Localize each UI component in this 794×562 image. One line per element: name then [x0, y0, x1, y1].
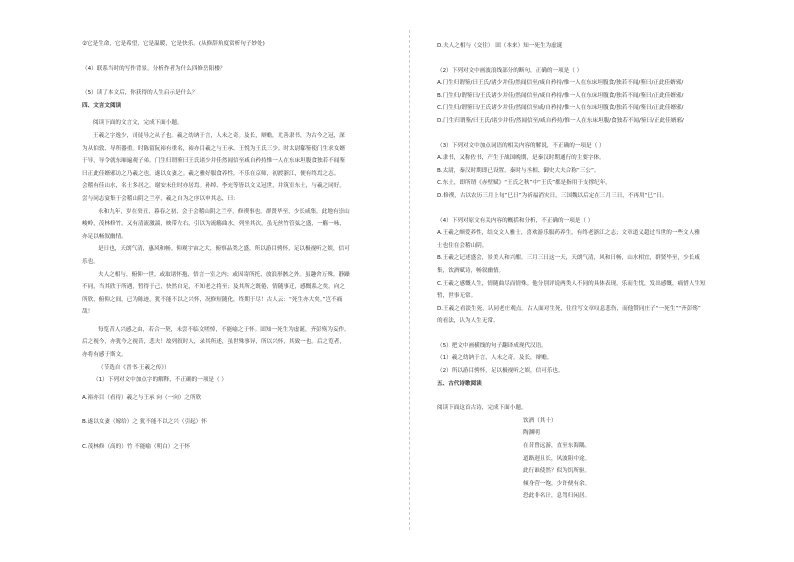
text-line: 哉！	[82, 309, 94, 316]
text-line: D.门生归谓鉴/曰王氏/诸少并佳/然闻信至/咸自矜持/惟一人在东床坦腹/食独若不闻/鉴曰/正此佳婿邪/	[437, 117, 684, 124]
right-column	[437, 40, 755, 503]
text-line: ②它是生命，它是希望，它是温暖，它是快乐。(从修辞角度赏析句子妙处)	[82, 41, 265, 47]
text-line: 集，饮酒赋诗，畅叙幽情。	[437, 267, 505, 274]
text-line: D.王羲之看淡生死，认同老庄观点。古人面对生死，往往写文章叹息悲伤，而他赞同庄子“一死生”“齐彭殇”	[437, 305, 701, 312]
text-line: A.隶书，又称佐书，产生于战国晚期，是秦汉时期通行的主要字体。	[437, 155, 605, 162]
text-line: A.门生归谓鉴/曰王氏/诸少并佳/然闻信至/咸自矜持/惟一人在东床坦腹食/独若不闻/鉴曰/正此佳婿邪/	[437, 80, 684, 87]
text-line: B.门生归/谓鉴曰/王氏诸少并佳/然闻信至/咸自矜持/惟一人在东床坦腹食/独若不闻/鉴曰/正此佳婿邪/	[437, 92, 684, 99]
spacer	[437, 203, 755, 215]
text-line: A.王羲之颇爱养性，结交文人雅士，喜欢游乐服药养生，有终老浙江之志；文章道义超过当世的一些文人雅	[437, 230, 700, 237]
text-line: 乐也。	[82, 258, 99, 265]
text-line: （3）下列对文中加点词语的相关内容的解说，不正确的一项是（ ）	[437, 142, 605, 149]
text-line: 峻岭，茂林修竹，又有清流激湍，映带左右，引以为流觞曲水，列坐其次。虽无丝竹管弦之盛，一觞一咏，	[82, 221, 345, 228]
text-line: 于导，导令就东厢遍观子弟。门生归谓鉴曰王氏诸少并佳然闻信至咸自矜持惟一人在东床坦腹食独若不闻鉴	[82, 158, 345, 165]
poem-line: 在昔曾远游，直至东海隅。	[523, 443, 591, 450]
text-line: （1）羲之幼讷于言，人未之奇。及长，辩赡。	[437, 355, 553, 362]
text-line: 每览昔人兴感之由，若合一契，未尝不临文嗟悼，不能喻之于怀。固知一死生为虚诞，齐彭殇为妄作。	[98, 326, 350, 333]
text-line: 王羲之字逸少，司徒导之从子也。羲之幼讷于言，人未之奇。及长，辩赡，尤善隶书，为古今之冠，深	[93, 132, 345, 139]
text-line: 暂，世事无常。	[437, 293, 477, 300]
text-line: A.裕亦目（看待）羲之与王承 向（一向）之所欣	[82, 394, 202, 401]
text-line: 夫人之相与，俯仰一世。或取诸怀抱，悟言一室之内；或因寄所托，放浪形骸之外。虽趣舍万殊，静躁	[98, 271, 350, 278]
poem-line: 倾身营一饱，少许便有余。	[523, 480, 591, 487]
spacer	[82, 404, 392, 416]
text-line: 阅读下面这首古诗，完成下面小题。	[437, 405, 527, 412]
text-line: （5）把文中画横线的句子翻译成现代汉语。	[437, 342, 547, 349]
text-line: 的看法，认为人生无常。	[437, 318, 499, 325]
text-line: 士也住在会稽山阴。	[437, 242, 488, 249]
text-line: 为从伯敦、导所器重。时陈留阮裕有重名，裕亦目羲之与王承、王悦为王氏三少。时太尉郗鉴使门生求女婿	[82, 145, 345, 152]
text-line: C.茂林修（高的）竹 不能喻（明白）之于怀	[82, 444, 191, 451]
text-line: （节选自《晋书·王羲之传》）	[98, 364, 170, 371]
text-line: 所欣，俯仰之间，已为陈迹，犹不能不以之兴怀，况修短随化，终期于尽！古人云：“死生亦大矣。”岂不痛	[82, 296, 343, 303]
text-line: （2）下列对文中画波浪线部分的断句，正确的一项是（ ）	[437, 67, 583, 74]
text-line: （1）下列对文中加点字的解释，不正确的一项是（ ）	[93, 377, 227, 384]
spacer	[437, 390, 755, 402]
text-line: 后之视今，亦犹今之视昔，悲夫！故列叙时人，录其所述，虽世殊事异，所以兴怀，其致一也。后之览者，	[82, 339, 345, 346]
text-line: B.太尉，秦汉时期即已设置，秦时与丞相、御史大夫合称“三公”。	[437, 167, 600, 174]
text-line: 尝与同志宴集于会稽山阴之兰亭，羲之自为之序以申其志，曰：	[82, 195, 239, 202]
text-line: C.东土，即所谓《赤壁赋》“王氏之秋”中“王氏”都是指用于支撑纪年。	[437, 180, 611, 187]
text-line: （4）下列对原文有关内容的概括和分析，不正确的一项是（ ）	[437, 217, 594, 224]
text-line: 阅读下面的文言文，完成下面小题。	[93, 120, 183, 127]
text-line: 永和九年，岁在癸丑，暮春之初，会于会稽山阴之兰亭，修禊事也。群贤毕至，少长咸集。此地有崇山	[98, 208, 350, 215]
text-line: B.王羲之记述盛会，景美人和兴酣。三月三日这一天，天朗气清，风和日畅，山水相宜，群贤毕至，少长咸	[437, 255, 700, 262]
text-line: D.夫人之相与（交往） 固（本来）知一死生为虚诞	[437, 43, 563, 49]
text-line: B.遂以女妻（嫁给）之 犹不能不以之兴（引起）怀	[82, 419, 207, 426]
left-column	[82, 38, 392, 454]
text-line: 会稽有佳山水，名士多居之，谢安未仕时亦居焉。孙绰、李充等皆以文义冠世，并筑室东土，与羲之同好。	[82, 183, 345, 190]
section-heading: 四、文言文阅读	[82, 102, 122, 109]
text-line: D.修禊，古以农历三月上旬“巳日”为祈福消灾日，三国魏以后定在三月三日，不再用“巳”日。	[437, 192, 668, 199]
text-line: （5）读了本文后，你获得的人生启示是什么？	[82, 90, 198, 97]
column-divider	[409, 30, 411, 530]
text-line: C.门生归/谓鉴曰/王氏诸少并佳/然闻信至咸/自矜持/惟一人在东床坦腹食/独若不闻/鉴曰/正此佳婿邪/	[437, 105, 684, 112]
text-line: （2）所以游目骋怀，足以极视听之娱，信可乐也。	[437, 368, 564, 375]
spacer	[437, 53, 755, 65]
text-line: 曰正此佳婿邪访之乃羲之也，遂以女妻之。羲之雅好服食养性，不乐在京师，初渡浙江，便有终焉之志。	[82, 170, 340, 177]
text-line: C.王羲之感慨人生，情随曲尽而情殊。他分别评说两类人不同的具体表现，乐而生忧，发出感慨，痛惜人生短	[437, 280, 706, 287]
poem-line: 此行谁使然？似为饥所驱。	[523, 468, 591, 475]
spacer	[437, 128, 755, 140]
text-line: 亦足以畅叙幽情。	[82, 233, 127, 240]
text-line: （4）联系当时的写作背景，分析作者为什么四修岳阳楼？	[82, 65, 226, 72]
poem-line: 陶渊明	[523, 430, 540, 437]
spacer	[82, 429, 392, 441]
poem-line: 道路迥且长，风波阻中途。	[523, 455, 591, 462]
text-line: 是日也，天朗气清，惠风和畅。仰观宇宙之大，俯察品类之盛，所以游目骋怀，足以极视听之娱，信可	[98, 246, 350, 253]
spacer	[82, 75, 392, 87]
spacer	[437, 328, 755, 340]
section-heading: 五、古代诗歌阅读	[437, 380, 482, 387]
text-line: 亦将有感于斯文。	[82, 352, 127, 359]
text-line: 不同，当其欣于所遇，暂得于己，快然自足，不知老之将至；及其所之既倦，情随事迁，感慨系之矣。向之	[82, 284, 345, 291]
poem-line: 恐此非名计，息驾归闲居。	[523, 493, 591, 500]
poem-line: 饮酒（其十）	[523, 417, 557, 424]
spacer	[82, 51, 392, 63]
